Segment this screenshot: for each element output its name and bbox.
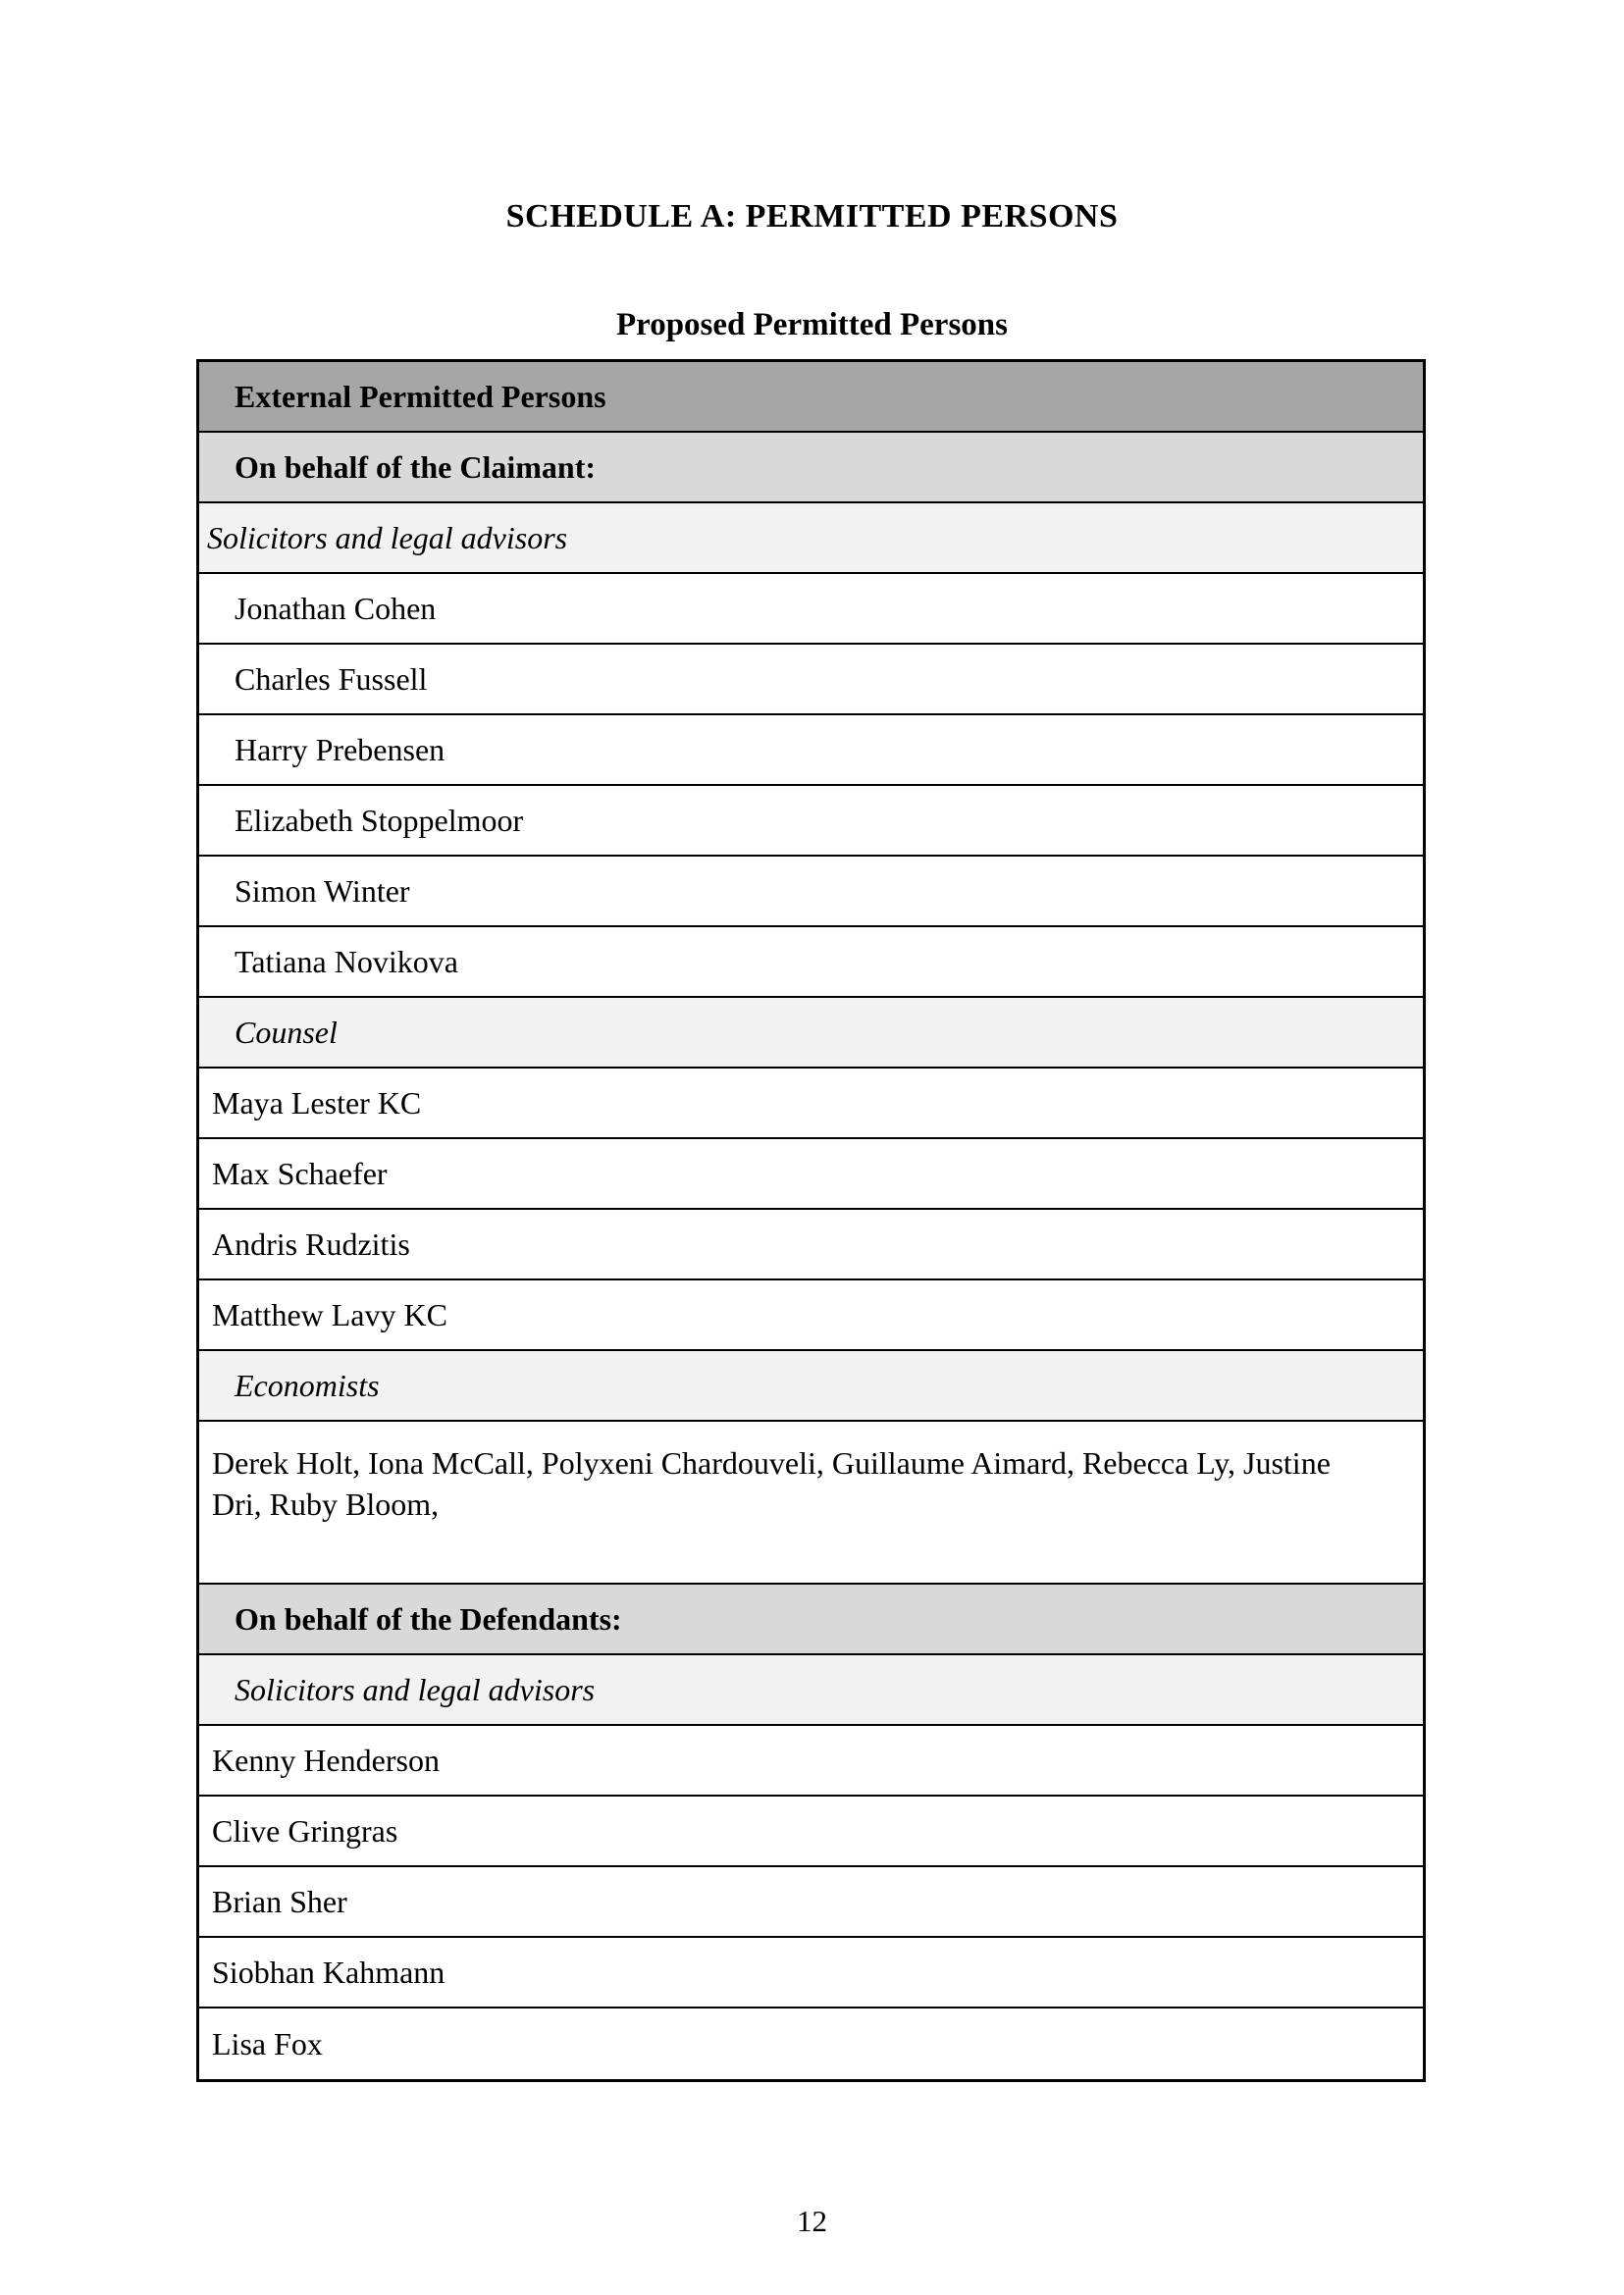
table-caption: Proposed Permitted Persons — [616, 307, 1008, 342]
row-label: Maya Lester KC — [212, 1085, 422, 1121]
row-label: On behalf of the Claimant: — [235, 449, 596, 485]
row-label: Elizabeth Stoppelmoor — [235, 803, 524, 838]
table-row — [199, 786, 1423, 857]
table-row — [199, 1069, 1423, 1139]
row-label: Derek Holt, Iona McCall, Polyxeni Chardouveli, Guillaume Aimard, Rebecca Ly, Justine Dri, Ruby Bloom, — [212, 1445, 1331, 1522]
row-label: Lisa Fox — [212, 2026, 323, 2061]
table-row — [199, 503, 1423, 574]
table-row — [199, 645, 1423, 715]
table-row — [199, 1210, 1423, 1280]
page-number: 12 — [797, 2204, 827, 2238]
row-label: Matthew Lavy KC — [212, 1297, 447, 1332]
table-row — [199, 574, 1423, 645]
row-label: Simon Winter — [235, 873, 410, 909]
row-label: Tatiana Novikova — [235, 944, 458, 979]
table-row — [199, 1938, 1423, 2008]
row-label: Andris Rudzitis — [212, 1226, 410, 1262]
row-label: Charles Fussell — [235, 661, 428, 697]
table-row — [199, 433, 1423, 503]
table-row — [199, 927, 1423, 998]
table-row — [199, 1351, 1423, 1422]
row-label: Economists — [235, 1368, 380, 1403]
row-label: Max Schaefer — [212, 1156, 388, 1191]
table-row — [199, 857, 1423, 927]
row-label: Jonathan Cohen — [235, 591, 437, 626]
table-row — [199, 715, 1423, 786]
table-row — [199, 2008, 1423, 2079]
table-row — [199, 1422, 1423, 1585]
permitted-persons-table — [196, 359, 1426, 2082]
row-label: Brian Sher — [212, 1884, 347, 1919]
row-label: Harry Prebensen — [235, 732, 445, 767]
table-row — [199, 1655, 1423, 1726]
row-label: Clive Gringras — [212, 1813, 398, 1849]
table-row — [199, 998, 1423, 1069]
row-label: External Permitted Persons — [235, 379, 606, 414]
row-label: On behalf of the Defendants: — [235, 1601, 622, 1637]
table-row — [199, 1585, 1423, 1655]
row-label: Solicitors and legal advisors — [235, 1672, 596, 1707]
row-label: Solicitors and legal advisors — [207, 520, 568, 555]
table-row — [199, 1726, 1423, 1797]
row-label: Kenny Henderson — [212, 1743, 440, 1778]
table-row — [199, 1280, 1423, 1351]
schedule-title: SCHEDULE A: PERMITTED PERSONS — [505, 198, 1119, 235]
table-row — [199, 1797, 1423, 1867]
table-row — [199, 362, 1423, 433]
row-label: Counsel — [235, 1015, 338, 1050]
row-label: Siobhan Kahmann — [212, 1955, 445, 1990]
table-row — [199, 1867, 1423, 1938]
table-row — [199, 1139, 1423, 1210]
